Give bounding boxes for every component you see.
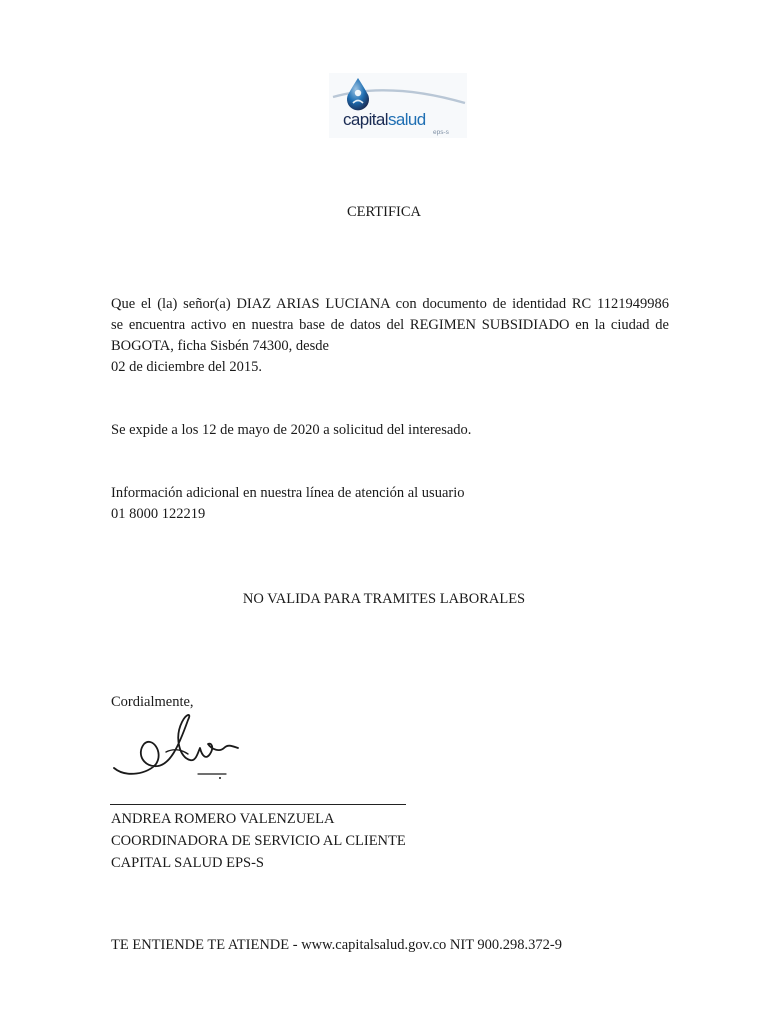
logo-tagline: eps-s (433, 129, 449, 136)
paragraph1-line3: BOGOTA, ficha Sisbén 74300, desde (111, 338, 329, 354)
signature-line (110, 804, 406, 805)
closing-salutation: Cordialmente, (111, 694, 194, 710)
not-valid-notice: NO VALIDA PARA TRAMITES LABORALES (242, 591, 526, 607)
logo-word-salud: salud (387, 110, 426, 129)
signer-role: COORDINADORA DE SERVICIO AL CLIENTE (111, 833, 406, 849)
svg-text:capitalsalud (343, 110, 426, 129)
logo-word-capital: capital (343, 110, 388, 129)
signature-drawing (108, 708, 248, 783)
info-line: Información adicional en nuestra línea de atención al usuario (111, 485, 465, 501)
document-title: CERTIFICA (346, 204, 422, 220)
issued-statement: Se expide a los 12 de mayo de 2020 a solicitud del interesado. (111, 422, 472, 438)
paragraph1-line1: Que el (la) señor(a) DIAZ ARIAS LUCIANA con documento de identidad RC 1121949986 (111, 296, 669, 312)
capital-salud-logo (329, 73, 467, 138)
paragraph1-line4: 02 de diciembre del 2015. (111, 359, 262, 375)
signer-company: CAPITAL SALUD EPS-S (111, 855, 264, 871)
footer-contact: TE ENTIENDE TE ATIENDE - www.capitalsalud.gov.co NIT 900.298.372-9 (111, 937, 563, 953)
info-phone: 01 8000 122219 (111, 506, 206, 522)
capital-salud-logo-graphic (329, 73, 467, 138)
paragraph1-line2: se encuentra activo en nuestra base de datos del REGIMEN SUBSIDIADO en la ciudad de (111, 317, 669, 333)
signer-name: ANDREA ROMERO VALENZUELA (111, 811, 335, 827)
handwritten-signature (108, 708, 248, 783)
